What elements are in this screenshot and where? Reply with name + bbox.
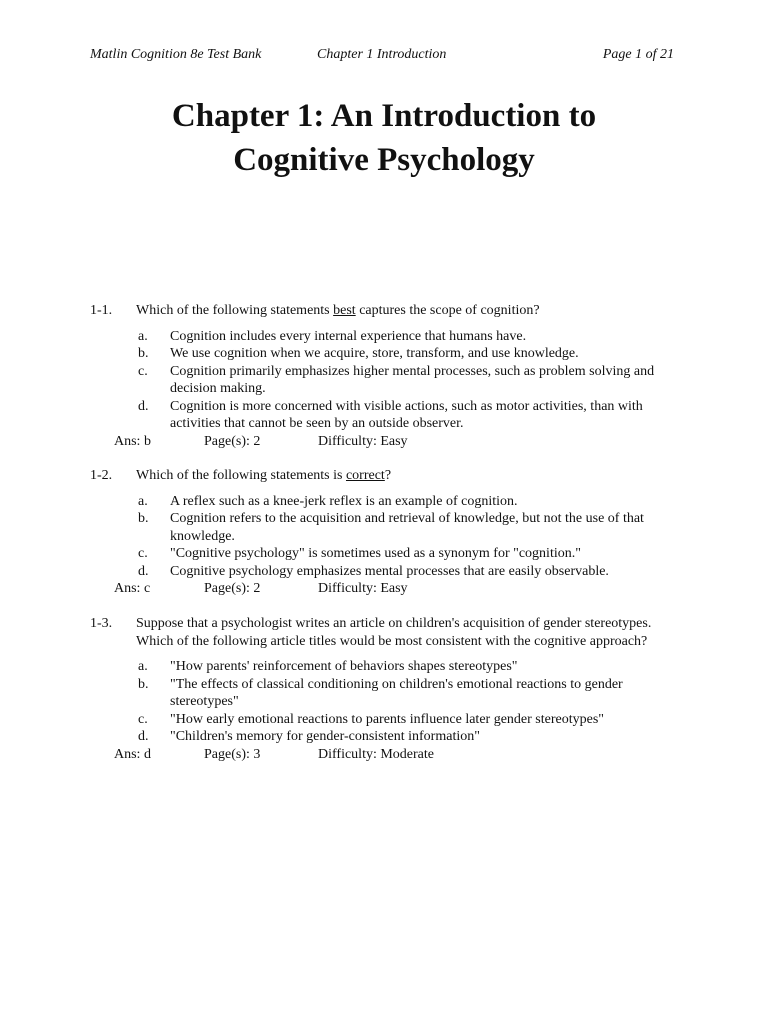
answer-key: Ans: b xyxy=(114,433,151,449)
question-number: 1-1. xyxy=(90,303,113,318)
running-header xyxy=(90,47,674,67)
option-letter: b. xyxy=(138,511,149,526)
answer-options xyxy=(90,493,690,581)
option-c xyxy=(90,363,690,398)
question-number: 1-2. xyxy=(90,468,113,483)
option-letter: d. xyxy=(138,563,149,579)
question-1-2 xyxy=(90,467,690,598)
question-number: 1-3. xyxy=(90,616,113,631)
option-text: Cognition is more concerned with visible actions, such as motor activities, than with activities that cannot be seen by an outside observer. xyxy=(170,398,643,431)
option-text: A reflex such as a knee-jerk reflex is an example of cognition. xyxy=(170,493,518,509)
chapter-title xyxy=(0,94,768,182)
answer-options xyxy=(90,328,690,433)
option-text: Cognition includes every internal experience that humans have. xyxy=(170,328,527,344)
option-c xyxy=(90,711,690,729)
emphasis-word: best xyxy=(333,303,356,318)
option-letter: c. xyxy=(138,546,148,561)
page-reference: Page(s): 3 xyxy=(204,746,261,762)
chapter-title-line-2: Cognitive Psychology xyxy=(233,142,535,178)
question-text: Which of the following statements is correct? xyxy=(136,468,392,483)
option-b xyxy=(90,510,690,545)
answer-line xyxy=(90,580,690,598)
question-1-3 xyxy=(90,615,690,764)
option-letter: b. xyxy=(138,346,149,361)
option-text: "How parents' reinforcement of behaviors shapes stereotypes" xyxy=(170,659,518,674)
answer-key: Ans: c xyxy=(114,581,151,596)
question-text: Suppose that a psychologist writes an article on children's acquisition of gender stereotypes. Which of the following article titles would be most consistent with the cognitive approach? xyxy=(136,616,652,649)
option-c xyxy=(90,545,690,563)
option-text: Cognitive psychology emphasizes mental processes that are easily observable. xyxy=(170,563,609,579)
difficulty-level: Difficulty: Easy xyxy=(318,433,408,449)
option-a xyxy=(90,658,690,676)
header-book-title: Matlin Cognition 8e Test Bank xyxy=(90,47,262,62)
answer-line xyxy=(90,433,690,451)
page-reference: Page(s): 2 xyxy=(204,581,261,596)
difficulty-level: Difficulty: Easy xyxy=(318,581,408,596)
option-d xyxy=(90,563,690,581)
option-text: Cognition refers to the acquisition and retrieval of knowledge, but not the use of that knowledge. xyxy=(170,511,644,544)
answer-line xyxy=(90,746,690,764)
question-stem xyxy=(90,615,690,650)
option-letter: d. xyxy=(138,398,149,414)
question-stem xyxy=(90,467,690,485)
option-letter: c. xyxy=(138,363,148,379)
option-b xyxy=(90,345,690,363)
emphasis-word: correct xyxy=(345,468,385,483)
option-letter: d. xyxy=(138,729,149,744)
answer-options xyxy=(90,658,690,746)
option-text: We use cognition when we acquire, store, transform, and use knowledge. xyxy=(170,346,579,361)
option-letter: a. xyxy=(138,493,148,509)
option-letter: a. xyxy=(138,328,148,344)
header-page-number: Page 1 of 21 xyxy=(602,47,674,62)
chapter-title-line-1: Chapter 1: An Introduction to xyxy=(171,98,597,134)
option-d xyxy=(90,728,690,746)
question-text: Which of the following statements best captures the scope of cognition? xyxy=(136,303,540,318)
option-text: "The effects of classical conditioning on children's emotional reactions to gender stereotypes" xyxy=(170,676,623,709)
option-letter: b. xyxy=(138,676,149,692)
difficulty-level: Difficulty: Moderate xyxy=(318,746,434,762)
option-a xyxy=(90,328,690,346)
option-d xyxy=(90,398,690,433)
option-letter: c. xyxy=(138,711,148,727)
option-a xyxy=(90,493,690,511)
question-stem xyxy=(90,302,690,320)
answer-key: Ans: d xyxy=(114,746,151,762)
option-text: "How early emotional reactions to parents influence later gender stereotypes" xyxy=(170,711,604,727)
option-text: Cognition primarily emphasizes higher mental processes, such as problem solving and decision making. xyxy=(170,363,655,396)
option-letter: a. xyxy=(138,659,148,674)
question-1-1 xyxy=(90,302,690,451)
option-text: "Children's memory for gender-consistent information" xyxy=(170,729,480,744)
option-text: "Cognitive psychology" is sometimes used as a synonym for "cognition." xyxy=(170,546,581,561)
header-chapter: Chapter 1 Introduction xyxy=(317,47,447,62)
page-reference: Page(s): 2 xyxy=(204,433,261,449)
option-b xyxy=(90,676,690,711)
